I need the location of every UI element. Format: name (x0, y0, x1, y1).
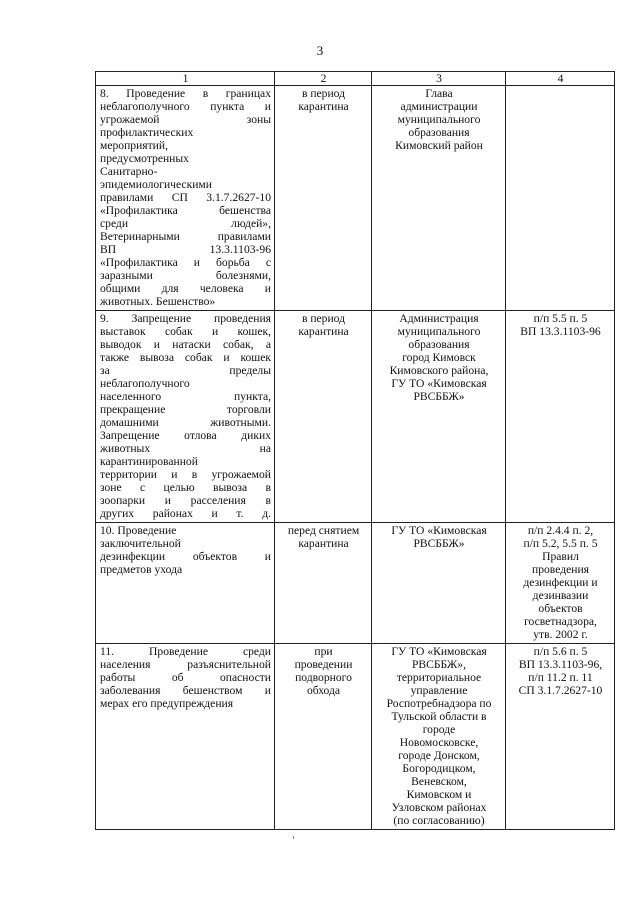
cell-line: подворного (295, 671, 352, 684)
header-col-1: 1 (96, 72, 275, 86)
cell-line: проведении (294, 658, 353, 671)
cell-line: ВП 13.3.1103-96 (100, 243, 271, 256)
cell-line: зоопарки и расселения в (100, 494, 271, 507)
cell-line: Запрещение отлова диких (100, 429, 271, 442)
cell-line: территории и в угрожаемой (100, 468, 271, 481)
cell-line: 9. Запрещение проведения (100, 312, 271, 325)
cell-line: «Профилактика и борьба с (100, 256, 271, 269)
cell-line: ВП 13.3.1103-96, (518, 658, 603, 671)
cell-line: работы об опасности (100, 671, 271, 684)
cell-col-2 (275, 311, 372, 523)
cell-line: дезинфекции и (523, 576, 598, 589)
cell-line: заразными болезнями, (100, 269, 271, 282)
cell-line: город Кимовск (402, 351, 476, 364)
cell-line: карантина (298, 325, 349, 338)
cell-col-4 (506, 311, 615, 523)
cell-col-2 (275, 644, 372, 830)
cell-col-1 (96, 86, 275, 311)
cell-line: п/п 5.2, 5.5 п. 5 (523, 537, 598, 550)
cell-col-1 (96, 644, 275, 830)
cell-line: «Профилактика бешенства (100, 204, 271, 217)
table-header-row (96, 72, 615, 86)
cell-line: Узловском районах (391, 801, 487, 814)
cell-line: выставок собак и кошек, (100, 325, 271, 338)
cell-line: Глава (425, 87, 453, 100)
cell-col-4 (506, 86, 615, 311)
cell-line: ГУ ТО «Кимовская (391, 524, 487, 537)
cell-line: предусмотренных (100, 152, 189, 165)
cell-line: профилактических (100, 126, 194, 139)
cell-line: животных на (100, 442, 271, 455)
cell-line: карантина (298, 100, 349, 113)
cell-line: населения разъяснительной (100, 658, 271, 671)
cell-line: ГУ ТО «Кимовская (391, 645, 487, 658)
header-col-2: 2 (275, 72, 372, 86)
cell-line: за пределы (100, 364, 271, 377)
cell-line: дезинфекции объектов и (100, 550, 271, 563)
cell-line: 8. Проведение в границах (100, 87, 271, 100)
cell-line: проведения (532, 563, 589, 576)
cell-line: зоне с целью вывоза в (100, 481, 271, 494)
cell-col-3 (372, 523, 506, 644)
cell-line: Кимовский район (395, 139, 483, 152)
cell-line: эпидемиологическими (100, 178, 212, 191)
cell-line: домашними животными. (100, 416, 271, 429)
cell-line: среди людей», (100, 217, 271, 230)
cell-line: мероприятий, (100, 139, 168, 152)
table-row (96, 644, 615, 830)
cell-col-1 (96, 311, 275, 523)
cell-line: Кимовском и (406, 788, 472, 801)
cell-line: Кимовского района, (389, 364, 489, 377)
cell-line: Роспотребнадзора по (386, 697, 492, 710)
cell-line: утв. 2002 г. (533, 628, 588, 641)
cell-line: карантинированной (100, 455, 198, 468)
cell-line: городе (422, 723, 456, 736)
table-row (96, 86, 615, 311)
cell-line: Администрация (399, 312, 479, 325)
cell-line: 10. Проведение (100, 524, 177, 537)
cell-line: госветнадзора, (524, 615, 597, 628)
cell-line: городе Донском, (398, 749, 480, 762)
cell-line: других районах и т. д. (100, 507, 271, 520)
table-row (96, 311, 615, 523)
scan-artifact (293, 836, 294, 839)
cell-line: п/п 5.6 п. 5 (533, 645, 588, 658)
cell-line: животных. Бешенство» (100, 295, 216, 308)
cell-line: предметов ухода (100, 563, 183, 576)
cell-line: прекращение торговли (100, 403, 271, 416)
cell-line: 11. Проведение среди (100, 645, 271, 658)
cell-line: Тульской области в (391, 710, 487, 723)
cell-line: также вывоза собак и кошек (100, 351, 271, 364)
cell-col-3 (372, 86, 506, 311)
cell-col-4 (506, 523, 615, 644)
cell-line: РВСББЖ», (411, 658, 467, 671)
cell-line: выводок и натаски собак, а (100, 338, 271, 351)
cell-col-4 (506, 644, 615, 830)
cell-line: неблагополучного пункта и (100, 100, 271, 113)
cell-line: п/п 11.2 п. 11 (528, 671, 593, 684)
header-col-4: 4 (506, 72, 615, 86)
cell-line: заболевания бешенством и (100, 684, 271, 697)
header-col-3: 3 (372, 72, 506, 86)
cell-line: объектов (538, 602, 583, 615)
cell-line: Богородицком, (402, 762, 476, 775)
table-row (96, 523, 615, 644)
cell-line: администрации (400, 100, 478, 113)
cell-line: населенного пункта, (100, 390, 271, 403)
cell-line: п/п 2.4.4 п. 2, (527, 524, 594, 537)
cell-line: муниципального (397, 113, 481, 126)
cell-line: Новомосковске, (399, 736, 479, 749)
cell-line: общими для человека и (100, 282, 271, 295)
cell-line: территориальное (396, 671, 482, 684)
cell-line: в период (301, 87, 346, 100)
page-number: 3 (316, 43, 324, 58)
cell-line: обхода (306, 684, 341, 697)
cell-line: перед снятием (287, 524, 360, 537)
cell-line: Ветеринарными правилами (100, 230, 271, 243)
cell-line: образования (408, 126, 470, 139)
cell-col-3 (372, 311, 506, 523)
cell-line: карантина (298, 537, 349, 550)
cell-col-3 (372, 644, 506, 830)
measures-table (95, 71, 615, 830)
cell-line: угрожаемой зоны (100, 113, 271, 126)
cell-line: РВСББЖ» (413, 390, 465, 403)
cell-line: при (314, 645, 333, 658)
cell-line: дезинвазии (532, 589, 589, 602)
cell-line: в период (301, 312, 346, 325)
cell-line: п/п 5.5 п. 5 (533, 312, 588, 325)
cell-col-2 (275, 523, 372, 644)
cell-line: (по согласованию) (393, 814, 485, 827)
cell-line: ГУ ТО «Кимовская (391, 377, 487, 390)
cell-line: образования (408, 338, 470, 351)
cell-line: неблагополучного (100, 377, 190, 390)
cell-line: СП 3.1.7.2627-10 (518, 684, 603, 697)
cell-line: заключительной (100, 537, 181, 550)
cell-line: муниципального (397, 325, 481, 338)
cell-line: РВСББЖ» (413, 537, 465, 550)
cell-line: Правил (542, 550, 579, 563)
cell-line: управление (410, 684, 468, 697)
cell-line: ВП 13.3.1103-96 (520, 325, 601, 338)
cell-line: Санитарно- (100, 165, 158, 178)
cell-col-2 (275, 86, 372, 311)
cell-line: правилами СП 3.1.7.2627-10 (100, 191, 271, 204)
cell-col-1 (96, 523, 275, 644)
cell-line: Веневском, (411, 775, 467, 788)
cell-line: мерах его предупреждения (100, 697, 234, 710)
